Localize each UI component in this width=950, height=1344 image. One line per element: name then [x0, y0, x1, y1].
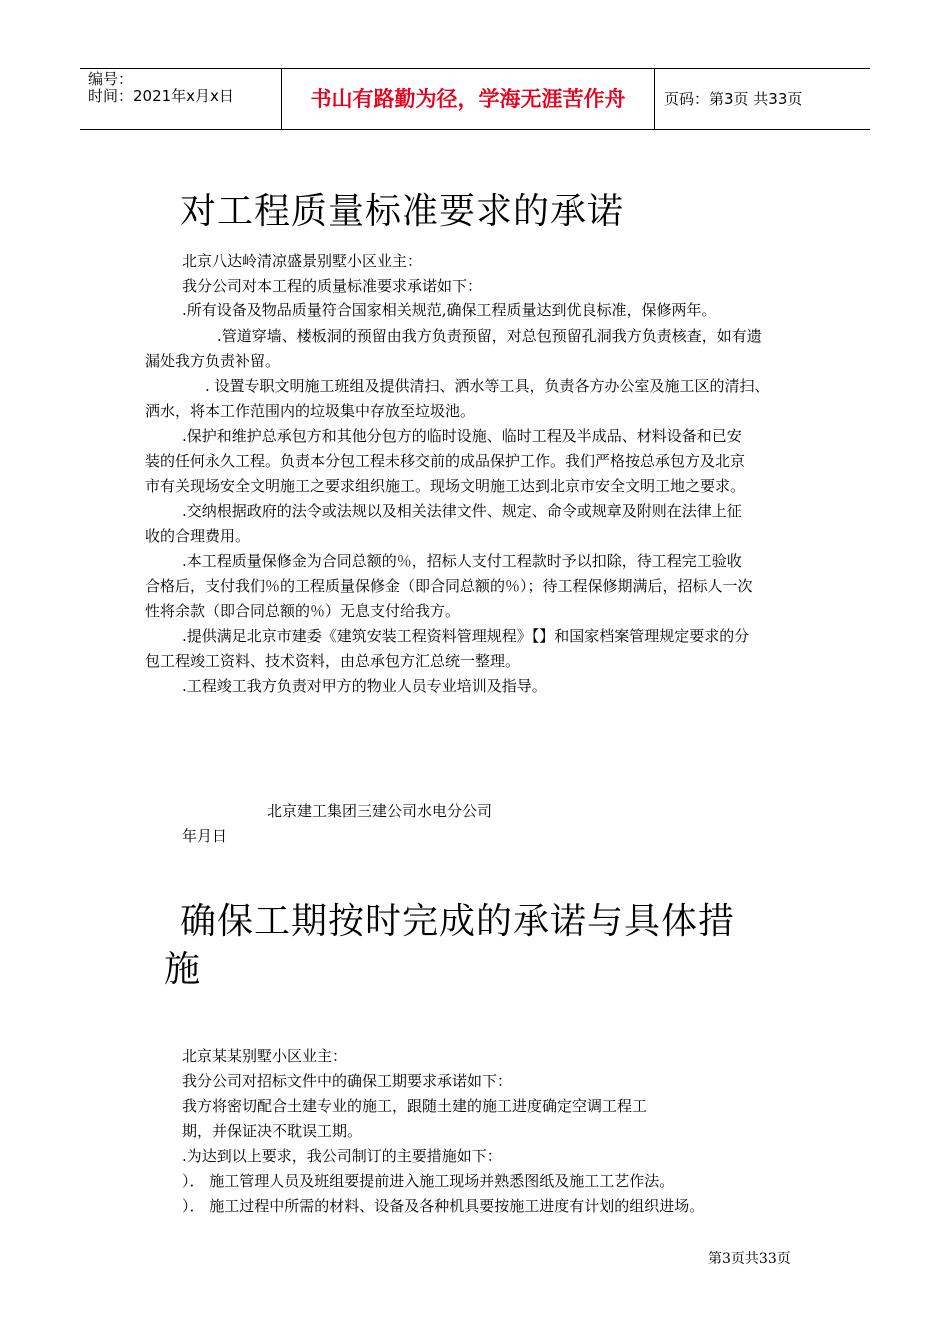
section1-item-4b: 装的任何永久工程。负责本分包工程未移交前的成品保护工作。我们严格按总承包方及北京: [145, 452, 746, 470]
section1-item-4a: .保护和维护总承包方和其他分包方的临时设施、临时工程及半成品、材料设备和已安: [182, 427, 742, 445]
section1-item-7b: 包工程竣工资料、技术资料，由总承包方汇总统一整理。: [145, 652, 521, 670]
section2-title-line1: 确保工期按时完成的承诺与具体措: [180, 901, 736, 942]
section2-title: [164, 898, 736, 994]
section1-salutation: 北京八达岭清凉盛景别墅小区业主：: [182, 252, 423, 270]
section1-intro: 我分公司对本工程的质量标准要求承诺如下：: [182, 277, 483, 295]
section2-measure-2: ）． 施工过程中所需的材料、设备及各种机具要按施工进度有计划的组织进场。: [182, 1197, 705, 1215]
section2-para-2: .为达到以上要求，我公司制订的主要措施如下：: [182, 1147, 502, 1165]
section1-item-8: .工程竣工我方负责对甲方的物业人员专业培训及指导。: [182, 677, 547, 695]
section1-item-4c: 市有关现场安全文明施工之要求组织施工。现场文明施工达到北京市安全文明工地之要求。: [145, 477, 746, 495]
section2-measure-1: ）． 施工管理人员及班组要提前进入施工现场并熟悉图纸及施工工艺作法。: [182, 1172, 675, 1190]
section2-para-1b: 期，并保证决不耽误工期。: [182, 1122, 363, 1140]
section1-item-5b: 收的合理费用。: [145, 527, 251, 545]
section1-item-2b: 漏处我方负责补留。: [145, 352, 281, 370]
section1-item-3b: 洒水，将本工作范围内的垃圾集中存放至垃圾池。: [145, 402, 476, 420]
section2-title-line2: 施: [164, 949, 202, 990]
section2-intro: 我分公司对招标文件中的确保工期要求承诺如下：: [182, 1072, 513, 1090]
number-label: 编号：: [88, 70, 134, 88]
section1-date: 年月日: [182, 827, 228, 845]
section2-para-1a: 我方将密切配合土建专业的施工，跟随土建的施工进度确定空调工程工: [182, 1097, 648, 1115]
section1-item-6c: 性将余款（即合同总额的％）无息支付给我方。: [145, 602, 461, 620]
header-motto: 书山有路勤为径，学海无涯苦作舟: [282, 69, 655, 129]
header-meta: [80, 69, 282, 129]
section1-item-3a: . 设置专职文明施工班组及提供清扫、洒水等工具，负责各方办公室及施工区的清扫、: [205, 377, 770, 395]
section1-item-1: .所有设备及物品质量符合国家相关规范,确保工程质量达到优良标准，保修两年。: [182, 301, 717, 319]
section1-title: 对工程质量标准要求的承诺: [180, 191, 625, 232]
section2-salutation: 北京某某别墅小区业主：: [182, 1047, 348, 1065]
section1-item-2a: .管道穿墙、楼板洞的预留由我方负责预留，对总包预留孔洞我方负责核查，如有遗: [217, 327, 762, 345]
section1-company: 北京建工集团三建公司水电分公司: [267, 802, 493, 820]
section1-item-5a: .交纳根据政府的法令或法规以及相关法律文件、规定、命令或规章及附则在法律上征: [182, 502, 742, 520]
footer-page-number: 第3页共33页: [708, 1251, 791, 1267]
section1-item-7a: .提供满足北京市建委《建筑安装工程资料管理规程》【】和国家档案管理规定要求的分: [182, 627, 750, 645]
section1-item-6a: .本工程质量保修金为合同总额的％，招标人支付工程款时予以扣除，待工程完工验收: [182, 552, 742, 570]
time-label: 时间：2021年x月x日: [88, 87, 234, 105]
page-header: [80, 68, 870, 130]
header-page-label: 页码：第3页 共33页: [664, 90, 803, 108]
section1-item-6b: 合格后，支付我们％的工程质量保修金（即合同总额的％）；待工程保修期满后，招标人一次: [145, 577, 753, 595]
